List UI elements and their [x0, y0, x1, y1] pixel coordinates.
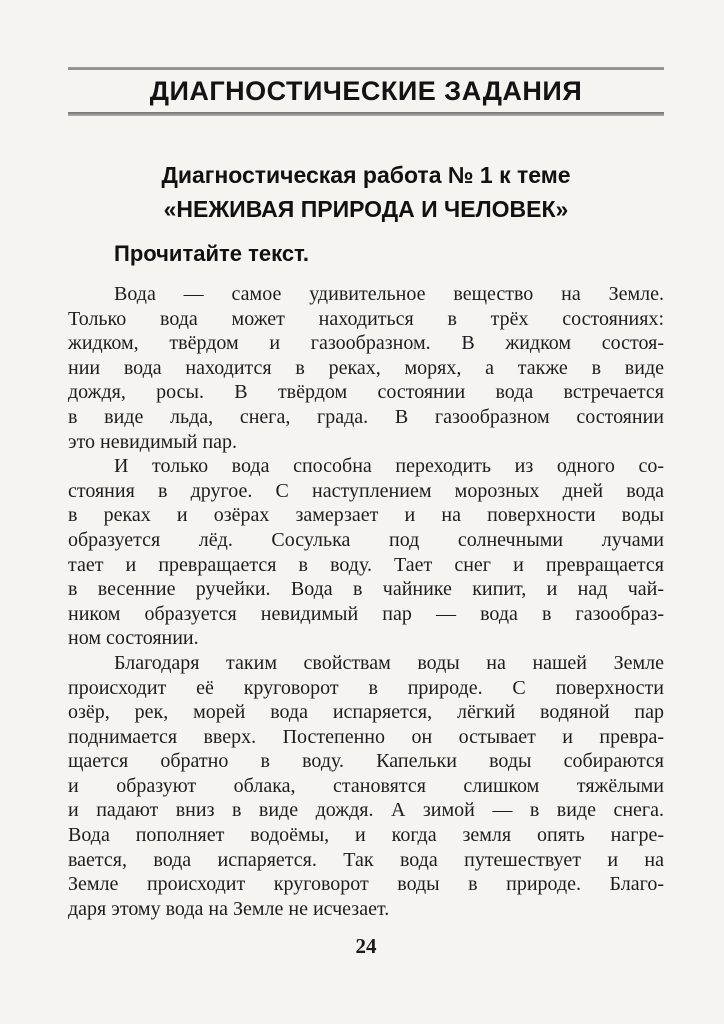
section-header-band — [68, 67, 664, 116]
paragraph — [68, 282, 664, 454]
text-line: происходит её круговорот в природе. С поверхности — [68, 676, 664, 699]
work-title — [68, 158, 664, 226]
instruction-text: Прочитайте текст. — [114, 241, 310, 266]
text-line: ником образуется невидимый пар — вода в газообраз- — [68, 602, 664, 625]
page-number: 24 — [355, 934, 377, 959]
text-line: это невидимый пар. — [68, 430, 238, 453]
text-line: даря этому вода на Земле не исчезает. — [68, 897, 390, 920]
body-text — [68, 282, 664, 921]
paragraph — [68, 651, 664, 922]
text-line: жидком, твёрдом и газообразном. В жидком состоя- — [68, 332, 664, 355]
text-line: поднимается вверх. Постепенно он остывает и превра- — [68, 725, 664, 748]
section-header-title: ДИАГНОСТИЧЕСКИЕ ЗАДАНИЯ — [149, 76, 583, 106]
text-line: стояния в другое. С наступлением морозных дней вода — [68, 479, 664, 502]
text-line: Вода пополняет водоёмы, и когда земля опять нагре- — [68, 824, 664, 847]
work-title-line2: «НЕЖИВАЯ ПРИРОДА И ЧЕЛОВЕК» — [163, 196, 569, 222]
text-line: и образуют облака, становятся слишком тяжёлыми — [68, 774, 664, 797]
text-line: И только вода способна переходить из одного со- — [114, 455, 664, 478]
text-line: вается, вода испаряется. Так вода путешествует и на — [68, 848, 664, 871]
header-rule-bottom — [68, 112, 664, 116]
text-line: дождя, росы. В твёрдом состоянии вода встречается — [68, 381, 664, 404]
work-title-line1: Диагностическая работа № 1 к теме — [161, 162, 571, 188]
page-content — [68, 0, 664, 958]
text-line: озёр, рек, морей вода испаряется, лёгкий водяной пар — [68, 701, 664, 724]
text-line: образуется лёд. Сосулька под солнечными лучами — [68, 528, 664, 551]
text-line: Земле происходит круговорот воды в природе. Благо- — [68, 873, 664, 896]
text-line: Только вода может находиться в трёх состояниях: — [68, 307, 664, 330]
text-line: Вода — самое удивительное вещество на Земле. — [114, 283, 664, 305]
paragraph — [68, 454, 664, 651]
text-line: тает и превращается в воду. Тает снег и превращается — [68, 553, 664, 576]
text-line: щается обратно в воду. Капельки воды собираются — [68, 750, 664, 773]
text-line: в весенние ручейки. Вода в чайнике кипит, и над чай- — [68, 578, 664, 601]
text-line: в виде льда, снега, града. В газообразном состоянии — [68, 405, 664, 428]
text-line: нии вода находится в реках, морях, а также в виде — [68, 356, 664, 379]
text-line: в реках и озёрах замерзает и на поверхности воды — [68, 504, 664, 527]
text-line: ном состоянии. — [68, 627, 199, 650]
text-line: Благодаря таким свойствам воды на нашей Земле — [114, 651, 664, 674]
text-line: и падают вниз в виде дождя. А зимой — в виде снега. — [68, 799, 664, 822]
